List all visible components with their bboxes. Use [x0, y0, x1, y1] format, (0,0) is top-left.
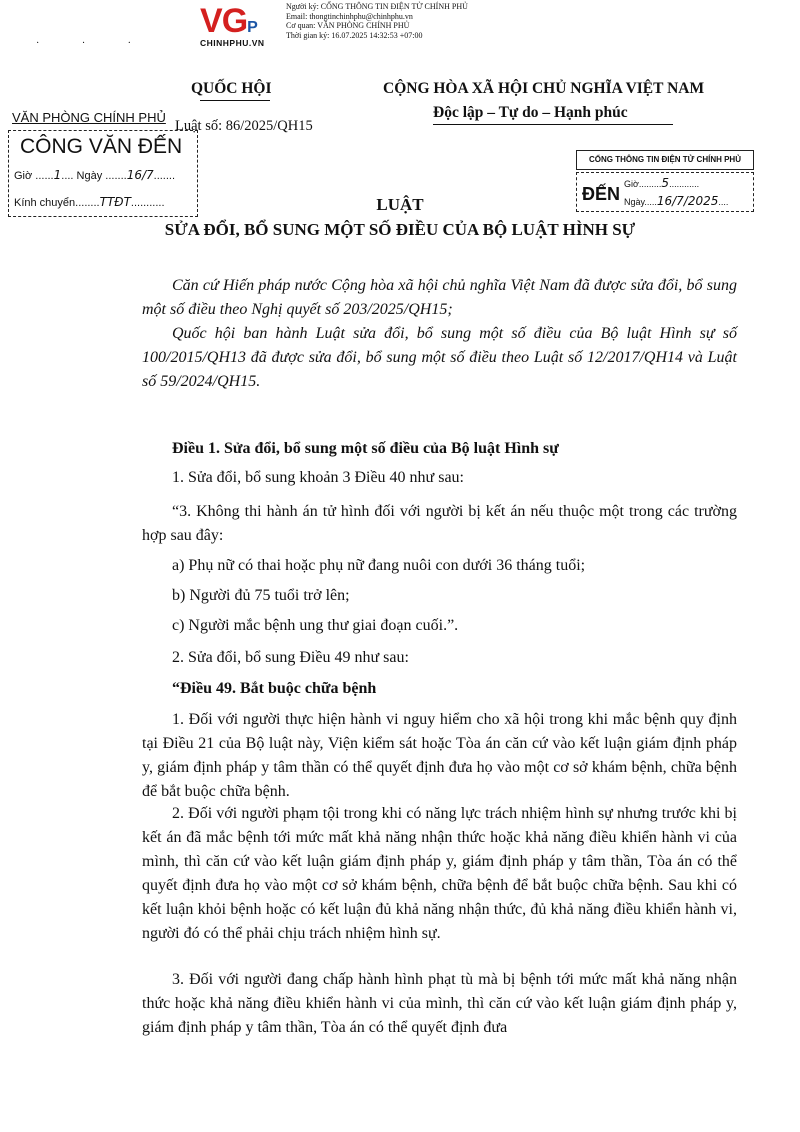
stamp-kinh-label: Kính chuyển: [14, 197, 76, 209]
item-2: 2. Sửa đổi, bổ sung Điều 49 như sau:: [172, 649, 409, 666]
motto: Độc lập – Tự do – Hạnh phúc: [433, 104, 628, 121]
document-type: LUẬT: [376, 195, 424, 214]
signature-line: Người ký: CỔNG THÔNG TIN ĐIỆN TỬ CHÍNH PHỦ: [286, 2, 468, 11]
clause-3: “3. Không thi hành án tử hình đối với người bị kết án nếu thuộc một trong các trường hợp sau đây:: [142, 503, 737, 544]
issuer-name: QUỐC HỘI: [191, 80, 272, 97]
signature-line: Email: thongtinchinhphu@chinhphu.vn: [286, 11, 413, 21]
stamp-title: CÔNG VĂN ĐẾN: [20, 135, 183, 158]
article-1-heading: Điều 1. Sửa đổi, bổ sung một số điều của Bộ luật Hình sự: [172, 440, 559, 457]
item-1: 1. Sửa đổi, bổ sung khoản 3 Điều 40 như sau:: [172, 469, 464, 486]
stamp-forward-line: Kính chuyển........TTĐT...........: [14, 195, 165, 209]
stamp-gio-label: Giờ: [14, 170, 33, 182]
stamp-time-line: Giờ ......1.... Ngày .......16/7.......: [14, 168, 176, 182]
vgp-logo: VGP: [200, 2, 257, 40]
issuer-underline: [200, 100, 270, 101]
nation-name: CỘNG HÒA XÃ HỘI CHỦ NGHĨA VIỆT NAM: [383, 80, 705, 97]
point-b: b) Người đủ 75 tuổi trở lên;: [172, 587, 350, 604]
portal-stamp-den: ĐẾN: [582, 184, 621, 204]
portal-stamp-ngay: Ngày.....16/7/2025....: [624, 194, 729, 208]
point-c: c) Người mắc bệnh ung thư giai đoạn cuối.”.: [172, 617, 459, 634]
stamp-kinh-value: TTĐT: [99, 195, 131, 209]
scan-specks: · · ·: [36, 38, 151, 49]
article-49-clause-3: 3. Đối với người đang chấp hành hình phạt tù mà bị bệnh tới mức mất khả năng nhận thức hoặc khả năng điều khiển hành vi của mình, thì căn cứ vào kết luận giám định pháp y, giám định pháp y tâm thần, Tòa án có thể quyết định đưa: [142, 971, 737, 1036]
stamp-office: VĂN PHÒNG CHÍNH PHỦ: [12, 110, 166, 125]
point-a: a) Phụ nữ có thai hoặc phụ nữ đang nuôi con dưới 36 tháng tuổi;: [172, 557, 586, 574]
stamp-ngay-value: 16/7: [126, 168, 154, 182]
article-49-clause-2: 2. Đối với người phạm tội trong khi có năng lực trách nhiệm hình sự nhưng trước khi bị kết án đã mắc bệnh tới mức mất khả năng nhận thức hoặc khả năng điều khiển hành vi của mình, thì căn cứ vào kết luận giám định pháp y, giám định pháp y tâm thần, Tòa án có thể quyết định đưa họ vào một cơ sở khám bệnh, chữa bệnh để bắt buộc chữa bệnh. Sau khi có kết luận khỏi bệnh hoặc có kết luận đủ khả năng nhận thức, đủ khả năng điều khiển hành vi, người đó có thể phải chịu trách nhiệm hình sự.: [142, 805, 737, 942]
stamp-gio-value: 1: [53, 168, 62, 182]
portal-stamp-title: CỔNG THÔNG TIN ĐIỆN TỬ CHÍNH PHỦ: [576, 150, 754, 170]
document-subject: SỬA ĐỔI, BỔ SUNG MỘT SỐ ĐIỀU CỦA BỘ LUẬT HÌNH SỰ: [164, 220, 636, 239]
article-49-clause-1: 1. Đối với người thực hiện hành vi nguy hiểm cho xã hội trong khi mắc bệnh quy định tại Điều 21 của Bộ luật này, Viện kiểm sát hoặc Tòa án căn cứ vào kết luận giám định pháp y, giám định pháp y tâm thần có thể quyết định đưa họ vào một cơ sở khám bệnh, chữa bệnh để bắt buộc chữa bệnh.: [142, 711, 737, 800]
portal-stamp-gio: Giờ.........5............: [624, 176, 700, 190]
signature-line: Thời gian ký: 16.07.2025 14:32:53 +07:00: [286, 30, 423, 40]
motto-underline: [433, 124, 673, 125]
preamble-basis: Căn cứ Hiến pháp nước Cộng hòa xã hội chủ nghĩa Việt Nam đã được sửa đổi, bổ sung một số điều theo Nghị quyết số 203/2025/QH15;: [142, 277, 737, 318]
signature-line: Cơ quan: VĂN PHÒNG CHÍNH PHỦ: [286, 21, 410, 31]
preamble-enactment: Quốc hội ban hành Luật sửa đổi, bổ sung một số điều của Bộ luật Hình sự số 100/2015/QH13 đã được sửa đổi, bổ sung một số điều theo Luật số 12/2017/QH14 và Luật số 59/2024/QH15.: [142, 325, 737, 390]
vgp-subtitle: CHINHPHU.VN: [200, 38, 265, 48]
stamp-ngay-label: Ngày: [76, 170, 103, 182]
article-49-heading: “Điều 49. Bắt buộc chữa bệnh: [172, 680, 377, 697]
law-number: Luật số: 86/2025/QH15: [175, 118, 313, 134]
digital-signature: [286, 2, 468, 40]
